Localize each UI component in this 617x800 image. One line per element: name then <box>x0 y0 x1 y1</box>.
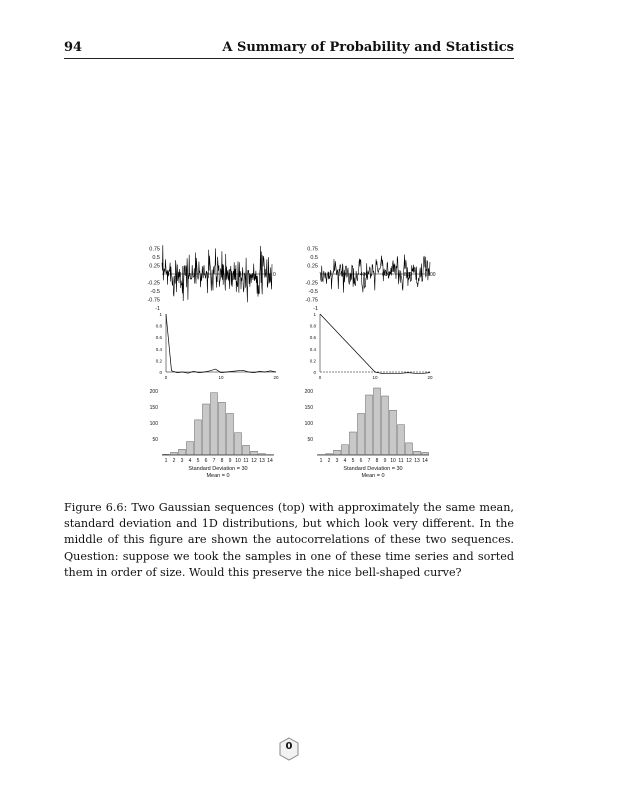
ytick-label: 0.6 <box>309 335 316 341</box>
histogram-bar <box>251 451 258 455</box>
histogram-bar <box>374 388 381 455</box>
ytick-label: 0.25 <box>307 263 318 270</box>
xtick-label: 7 <box>212 458 216 464</box>
series-line <box>162 245 272 302</box>
page-number: 94 <box>64 40 83 55</box>
ytick-label: 0.4 <box>309 346 316 352</box>
xtick-label: 4 <box>343 458 347 464</box>
ytick-label: 0 <box>159 370 162 375</box>
xtick-label: 0 <box>318 375 322 380</box>
ytick-label: -0.25 <box>147 280 160 287</box>
ytick-label: 150 <box>304 405 313 412</box>
page-badge-label: 0 <box>285 741 293 752</box>
ytick-label: 0.75 <box>307 246 318 253</box>
xtick-label: 10 <box>390 458 396 464</box>
histogram-bar <box>243 445 250 455</box>
acf-line <box>166 314 276 373</box>
xtick-label: 2 <box>172 458 176 464</box>
ytick-label: 0 <box>313 370 316 375</box>
ytick-label: 0.8 <box>309 323 316 329</box>
ytick-label: 200 <box>149 389 158 396</box>
histogram-bar <box>195 420 202 455</box>
figure-svg <box>140 230 440 492</box>
histogram-subtitle: Mean = 0 <box>206 473 230 479</box>
histogram-bar <box>179 449 186 455</box>
xtick-label: 20 <box>273 375 279 380</box>
xtick-label: 9 <box>383 458 387 464</box>
ytick-label: 150 <box>149 405 158 412</box>
xtick-label: 0 <box>273 272 276 278</box>
ytick-label: -0.5 <box>308 289 318 295</box>
xtick-label: 1000 <box>424 272 436 278</box>
xtick-label: 9 <box>228 458 232 464</box>
ytick-label: 0.5 <box>152 255 160 261</box>
histogram-bar <box>406 443 413 455</box>
xtick-label: 6 <box>204 458 208 464</box>
ytick-label: 100 <box>149 421 158 428</box>
xtick-label: 13 <box>414 458 420 464</box>
histogram-bar <box>390 410 397 455</box>
xtick-label: 1 <box>319 458 323 464</box>
xtick-label: 2 <box>327 458 331 464</box>
histogram-bar <box>171 452 178 455</box>
ytick-label: 100 <box>304 421 313 428</box>
xtick-label: 3 <box>335 458 339 464</box>
xtick-label: 7 <box>367 458 371 464</box>
xtick-label: 10 <box>372 375 378 380</box>
histogram-bar <box>211 393 218 455</box>
figure-6-6 <box>140 230 440 492</box>
histogram-xlabel: Standard Deviation = 30 <box>343 466 403 472</box>
ytick-label: -1 <box>155 306 160 312</box>
header-rule <box>64 58 514 59</box>
xtick-label: 200 <box>337 272 347 278</box>
xtick-label: 10 <box>235 458 241 464</box>
xtick-label: 5 <box>351 458 355 464</box>
histogram-subtitle: Mean = 0 <box>361 473 385 479</box>
ytick-label: 0.25 <box>149 263 160 270</box>
histogram-bar <box>350 432 357 455</box>
histogram-bar <box>219 402 226 455</box>
xtick-label: 12 <box>251 458 257 464</box>
xtick-label: 14 <box>422 458 428 464</box>
ytick-label: 0.75 <box>149 246 160 253</box>
histogram-bar <box>382 396 389 455</box>
ytick-label: -0.75 <box>147 297 160 304</box>
ytick-label: -0.5 <box>150 289 160 295</box>
ytick-label: -0.75 <box>305 297 318 304</box>
xtick-label: 600 <box>381 272 391 278</box>
running-title: A Summary of Probability and Statistics <box>222 40 514 55</box>
histogram-bar <box>235 433 242 455</box>
xtick-label: 10 <box>218 375 224 380</box>
ytick-label: 0.5 <box>310 255 318 261</box>
xtick-label: 0 <box>164 375 168 380</box>
xtick-label: 8 <box>375 458 379 464</box>
xtick-label: 20 <box>427 375 433 380</box>
histogram-bar <box>398 425 405 455</box>
ytick-label: 0.8 <box>155 323 162 329</box>
ytick-label: 1 <box>313 312 316 317</box>
figure-caption: Figure 6.6: Two Gaussian sequences (top) with approximately the same mean, standard deviation and 1D distributions, but which look very different. In the middle of this figure are shown the autocorrelations of these two sequences. Question: suppose we took the samples in one of these time series and sorted them in order of size. Would this preserve the nice bell-shaped curve? <box>64 501 514 579</box>
ytick-label: 50 <box>307 437 313 444</box>
histogram-bar <box>203 404 210 455</box>
xtick-label: 5 <box>196 458 200 464</box>
xtick-label: 3 <box>180 458 184 464</box>
ytick-label: 50 <box>152 437 158 444</box>
xtick-label: 13 <box>259 458 265 464</box>
ytick-label: 0.2 <box>309 358 316 364</box>
page-header <box>64 40 514 58</box>
ytick-label: 0.2 <box>155 358 162 364</box>
ytick-label: 0.4 <box>155 346 162 352</box>
ytick-label: 200 <box>304 389 313 396</box>
histogram-bar <box>342 445 349 455</box>
acf-line <box>320 314 430 374</box>
ytick-label: -0.25 <box>305 280 318 287</box>
xtick-label: 800 <box>403 272 413 278</box>
ytick-label: 0.6 <box>155 335 162 341</box>
histogram-bar <box>358 414 365 456</box>
series-line <box>320 255 430 293</box>
xtick-label: 12 <box>406 458 412 464</box>
histogram-bar <box>422 452 429 455</box>
xtick-label: 11 <box>243 458 249 464</box>
xtick-label: 400 <box>359 272 369 278</box>
histogram-bar <box>366 395 373 455</box>
xtick-label: 8 <box>220 458 224 464</box>
xtick-label: 1 <box>164 458 168 464</box>
histogram-bar <box>334 450 341 455</box>
xtick-label: 14 <box>267 458 273 464</box>
ytick-label: -1 <box>313 306 318 312</box>
ytick-label: 1 <box>159 312 162 317</box>
histogram-xlabel: Standard Deviation = 30 <box>188 466 248 472</box>
histogram-bar <box>414 451 421 455</box>
xtick-label: 4 <box>188 458 192 464</box>
histogram-bar <box>187 442 194 455</box>
xtick-label: 6 <box>359 458 363 464</box>
xtick-label: 11 <box>398 458 404 464</box>
histogram-bar <box>227 414 234 456</box>
